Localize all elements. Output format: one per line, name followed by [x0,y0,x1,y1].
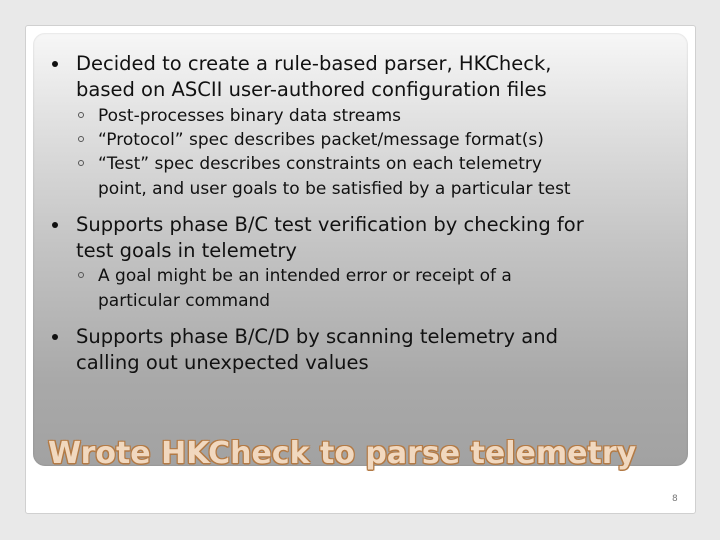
hollow-circle-icon [78,112,84,118]
slide-title: Wrote HKCheck to parse telemetry [48,436,637,471]
bullet-dot-icon [52,334,58,340]
bullet-text: Supports phase B/C test verification by checking for test goals in telemetry [76,213,584,262]
hollow-circle-icon [78,272,84,278]
bullet-dot-icon [52,222,58,228]
bullet-text: Supports phase B/C/D by scanning telemetry and calling out unexpected values [76,325,558,374]
bullet-dot-icon [52,61,58,67]
sub-bullet-text: Post-processes binary data streams [98,106,402,126]
page-number: 8 [672,494,678,504]
hollow-circle-icon [78,160,84,166]
sub-bullet-text: “Test” spec describes constraints on each telemetry point, and user goals to be satisfied by a particular test [98,154,571,199]
sub-bullet-text: A goal might be an intended error or receipt of a particular command [98,266,512,311]
sub-bullet-text: “Protocol” spec describes packet/message format(s) [98,130,544,150]
bullet-text: Decided to create a rule-based parser, HKCheck, based on ASCII user-authored configuration files [76,52,552,101]
hollow-circle-icon [78,136,84,142]
